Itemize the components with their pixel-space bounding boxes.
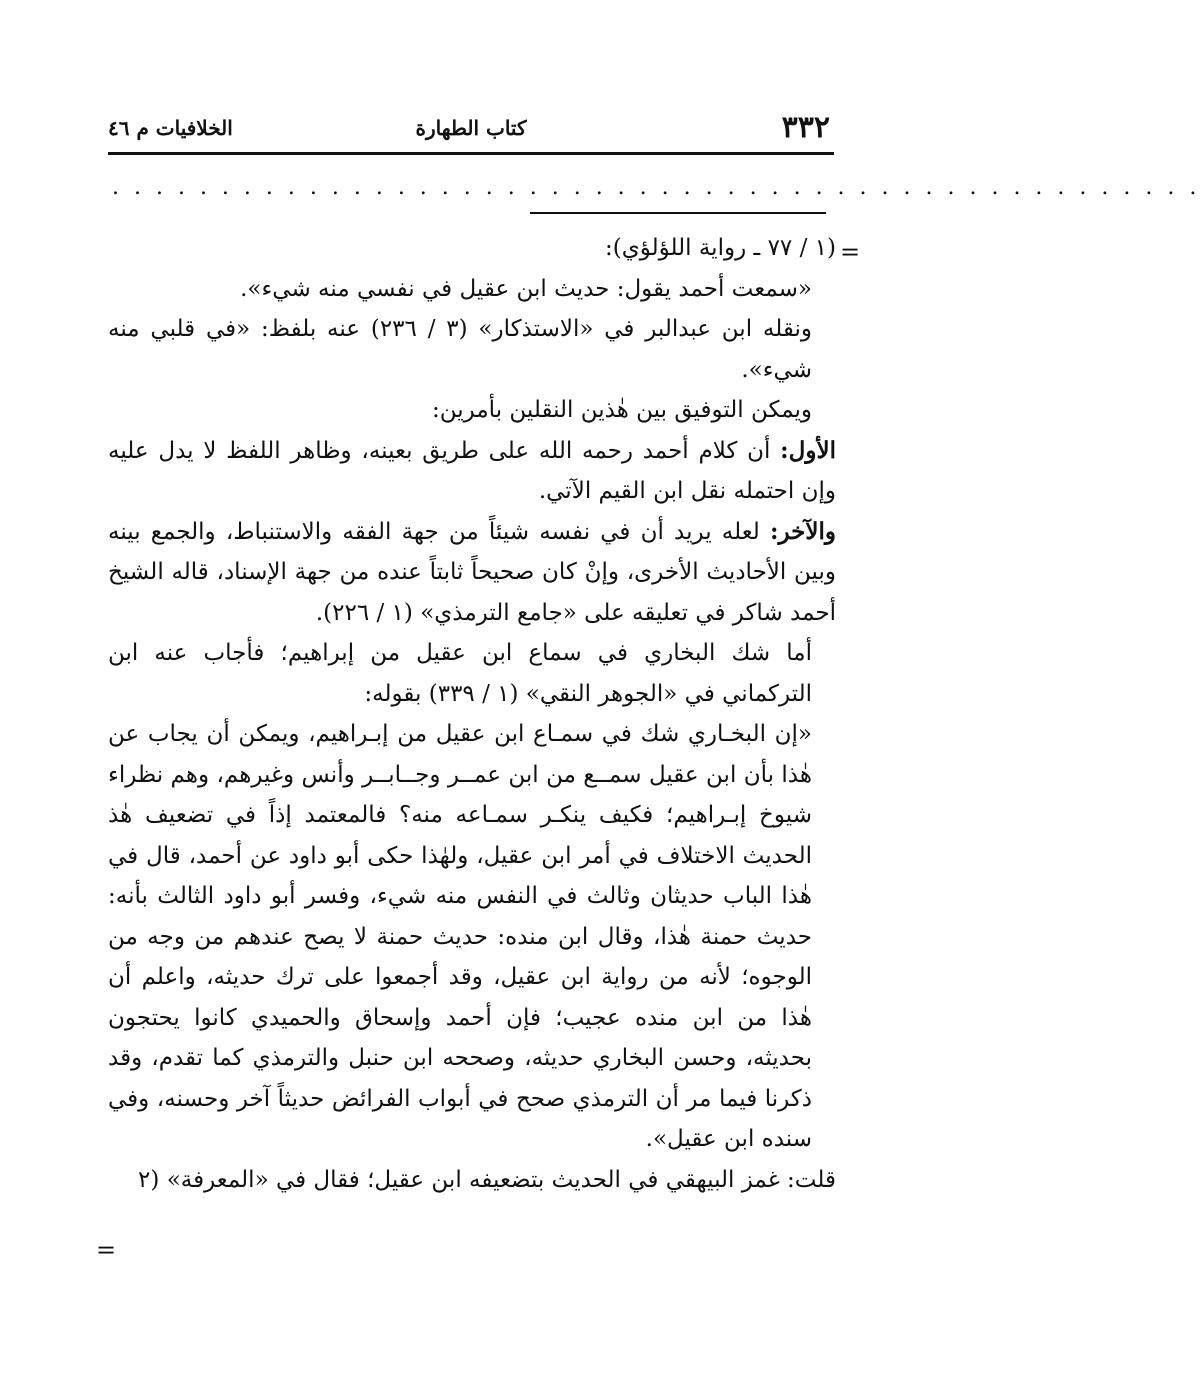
paragraph-7 bbox=[108, 633, 836, 714]
paragraph-2 bbox=[108, 269, 836, 310]
paragraph-text: أما شك البخاري في سماع ابن عقيل من إبراهيم؛ فأجاب عنه ابن التركماني في «الجوهر النقي» (١ / ٣٣٩) بقوله: bbox=[108, 640, 812, 707]
page-header bbox=[108, 108, 834, 152]
paragraph-text: لعله يريد أن في نفسه شيئاً من جهة الفقه والاستنباط، والجمع بينه وبين الأحاديث الأخرى، وإنْ كان صحيحاً ثابتاً عنده من جهة الإسناد، قاله الشيخ أحمد شاكر في تعليقه على «جامع الترمذي» (١ / ٢٢٦). bbox=[108, 518, 836, 626]
footnote-body bbox=[108, 228, 836, 1200]
paragraph-text: قلت: غمز البيهقي في الحديث بتضعيفه ابن عقيل؛ فقال في «المعرفة» (٢ bbox=[138, 1166, 836, 1193]
paragraph-6 bbox=[108, 512, 836, 634]
paragraph-text: «إن البخـاري شك في سمـاع ابن عقيل من إبـراهيم، ويمكن أن يجاب عن هٰذا بأن ابن عقيل سمــع من ابن عمــر وجــابــر وأنس وغيرهم، وهم نظراء شيوخ إبـراهيم؛ فكيف ينكـر سمـاعه منه؟ فالمعتمد إذاً في تضعيف هٰذ الحديث الاختلاف في أمر ابن عقيل، ولهٰذا حكى أبو داود عن أحمد، قال في هٰذا الباب حديثان وثالث في النفس منه شيء، وفسر أبو داود الثالث بأنه: حديث حمنة هٰذا، وقال ابن منده: حديث حمنة لا يصح عندهم من وجه من الوجوه؛ لأنه من رواية ابن عقيل، وقد أجمعوا على ترك حديثه، واعلم أن هٰذا من ابن منده عجيب؛ فإن أحمد وإسحاق والحميدي كانوا يحتجون بحديثه، وحسن البخاري حديثه، وصححه ابن حنبل والترمذي كما تقدم، وقد ذكرنا فيما مر أن الترمذي صحح في أبواب الفرائض حديثاً آخر وحسنه، وفي سنده ابن عقيل». bbox=[108, 721, 812, 1152]
paragraph-5 bbox=[108, 431, 836, 512]
running-title: كتاب الطهارة bbox=[415, 116, 527, 140]
paragraph-9 bbox=[108, 1160, 836, 1201]
paragraph-text: «سمعت أحمد يقول: حديث ابن عقيل في نفسي منه شيء». bbox=[240, 275, 812, 302]
paragraph-1 bbox=[108, 228, 836, 269]
paragraph-text: (١ / ٧٧ ـ رواية اللؤلؤي): bbox=[605, 235, 836, 261]
footnote-rule bbox=[530, 212, 826, 214]
paragraph-3 bbox=[108, 309, 836, 390]
paragraph-text: ونقله ابن عبدالبر في «الاستذكار» (٣ / ٢٣٦) عنه بلفظ: «في قلبي منه شيء». bbox=[108, 316, 813, 383]
paragraph-label: والآخر: bbox=[769, 517, 836, 545]
paragraph-4 bbox=[108, 390, 836, 431]
header-rule bbox=[108, 152, 834, 155]
continuation-mark-end: = bbox=[96, 1236, 117, 1264]
paragraph-label: الأول: bbox=[780, 436, 836, 464]
paragraph-8 bbox=[108, 714, 836, 1160]
series-label: الخلافيات م ٤٦ bbox=[108, 116, 233, 140]
paragraph-text: ويمكن التوفيق بين هٰذين النقلين بأمرين: bbox=[432, 397, 812, 423]
page-number: ٣٣٢ bbox=[781, 110, 830, 145]
continuation-mark: = bbox=[840, 238, 861, 266]
paragraph-text: أن كلام أحمد رحمه الله على طريق بعينه، وظاهر اللفظ لا يدل عليه وإن احتمله نقل ابن القيم الآتي. bbox=[108, 437, 836, 504]
separator-dots: . . . . . . . . . . . . . . . . . . . . . . . . . . . . . . . . . . . . . . . . . . . . . . . . . . bbox=[112, 175, 1200, 200]
